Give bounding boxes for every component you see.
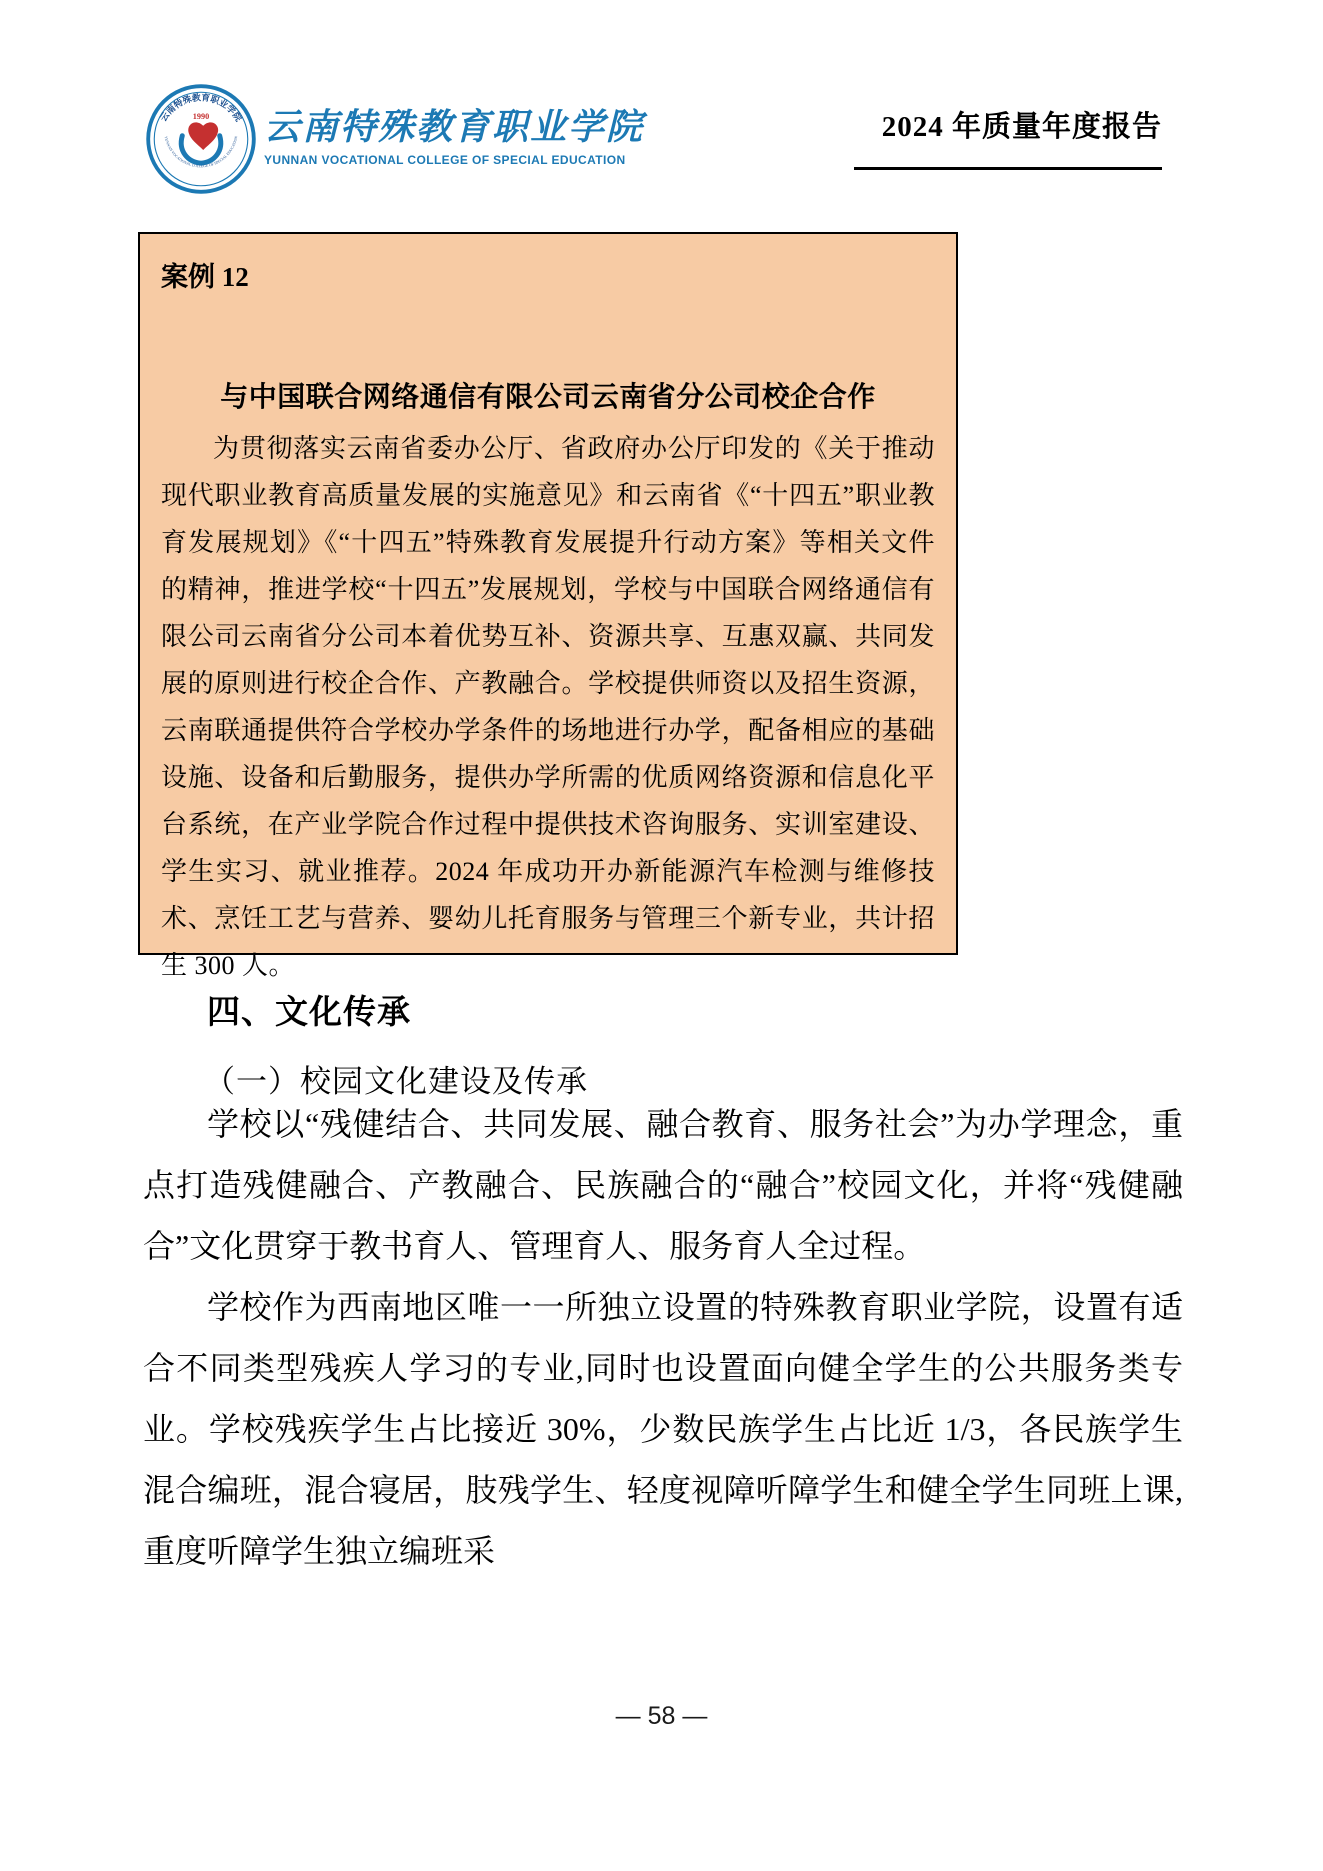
page-number: — 58 — [615, 1702, 708, 1730]
report-title: 2024 年质量年度报告 [881, 111, 1162, 143]
case-label: 案例 12 [161, 262, 249, 292]
college-name-zh: 云南特殊教育职业学院 [264, 107, 645, 147]
section-body [143, 1094, 1183, 1582]
logo-arc-name-zh: 云南特殊教育职业学院 [158, 92, 244, 124]
section-heading: 四、文化传承 [207, 993, 411, 1030]
college-brand [264, 106, 644, 167]
logo-year-text: 1990 [192, 112, 210, 122]
college-name-en: YUNNAN VOCATIONAL COLLEGE OF SPECIAL EDUCATION [264, 153, 626, 168]
case-study-box [138, 232, 958, 980]
college-logo [146, 84, 256, 194]
header-rule [854, 167, 1162, 170]
section-subheading: （一）校园文化建设及传承 [204, 1064, 588, 1099]
case-body-paragraph: 为贯彻落实云南省委办公厅、省政府办公厅印发的《关于推动现代职业教育高质量发展的实施意见》和云南省《“十四五”职业教育发展规划》《“十四五”特殊教育发展提升行动方案》等相关文件的精神，推进学校“十四五”发展规划，学校与中国联合网络通信有限公司云南省分公司本着优势互补、资源共享、互惠双赢、共同发展的原则进行校企合作、产教融合。学校提供师资以及招生资源，云南联通提供符合学校办学条件的场地进行办学，配备相应的基础设施、设备和后勤服务，提供办学所需的优质网络资源和信息化平台系统，在产业学院合作过程中提供技术咨询服务、实训室建设、学生实习、就业推荐。2024 年成功开办新能源汽车检测与维修技术、烹饪工艺与营养、婴幼儿托育服务与管理三个新专业，共计招生 300 人。 [161, 433, 935, 980]
logo-arc-name-en: YUNNAN VOCATIONAL COLLEGE OF SPECIAL EDUCATION [163, 135, 239, 169]
body-paragraph-2: 学校作为西南地区唯一一所独立设置的特殊教育职业学院，设置有适合不同类型残疾人学习的专业,同时也设置面向健全学生的公共服务类专业。学校残疾学生占比接近 30%，少数民族学生占比近 1/3，各民族学生混合编班，混合寝居，肢残学生、轻度视障听障学生和健全学生同班上课,重度听障学生独立编班采 [143, 1289, 1183, 1569]
case-title: 与中国联合网络通信有限公司云南省分公司校企合作 [220, 382, 876, 414]
body-paragraph-1: 学校以“残健结合、共同发展、融合教育、服务社会”为办学理念，重点打造残健融合、产教融合、民族融合的“融合”校园文化，并将“残健融合”文化贯穿于教书育人、管理育人、服务育人全过程。 [143, 1106, 1183, 1264]
